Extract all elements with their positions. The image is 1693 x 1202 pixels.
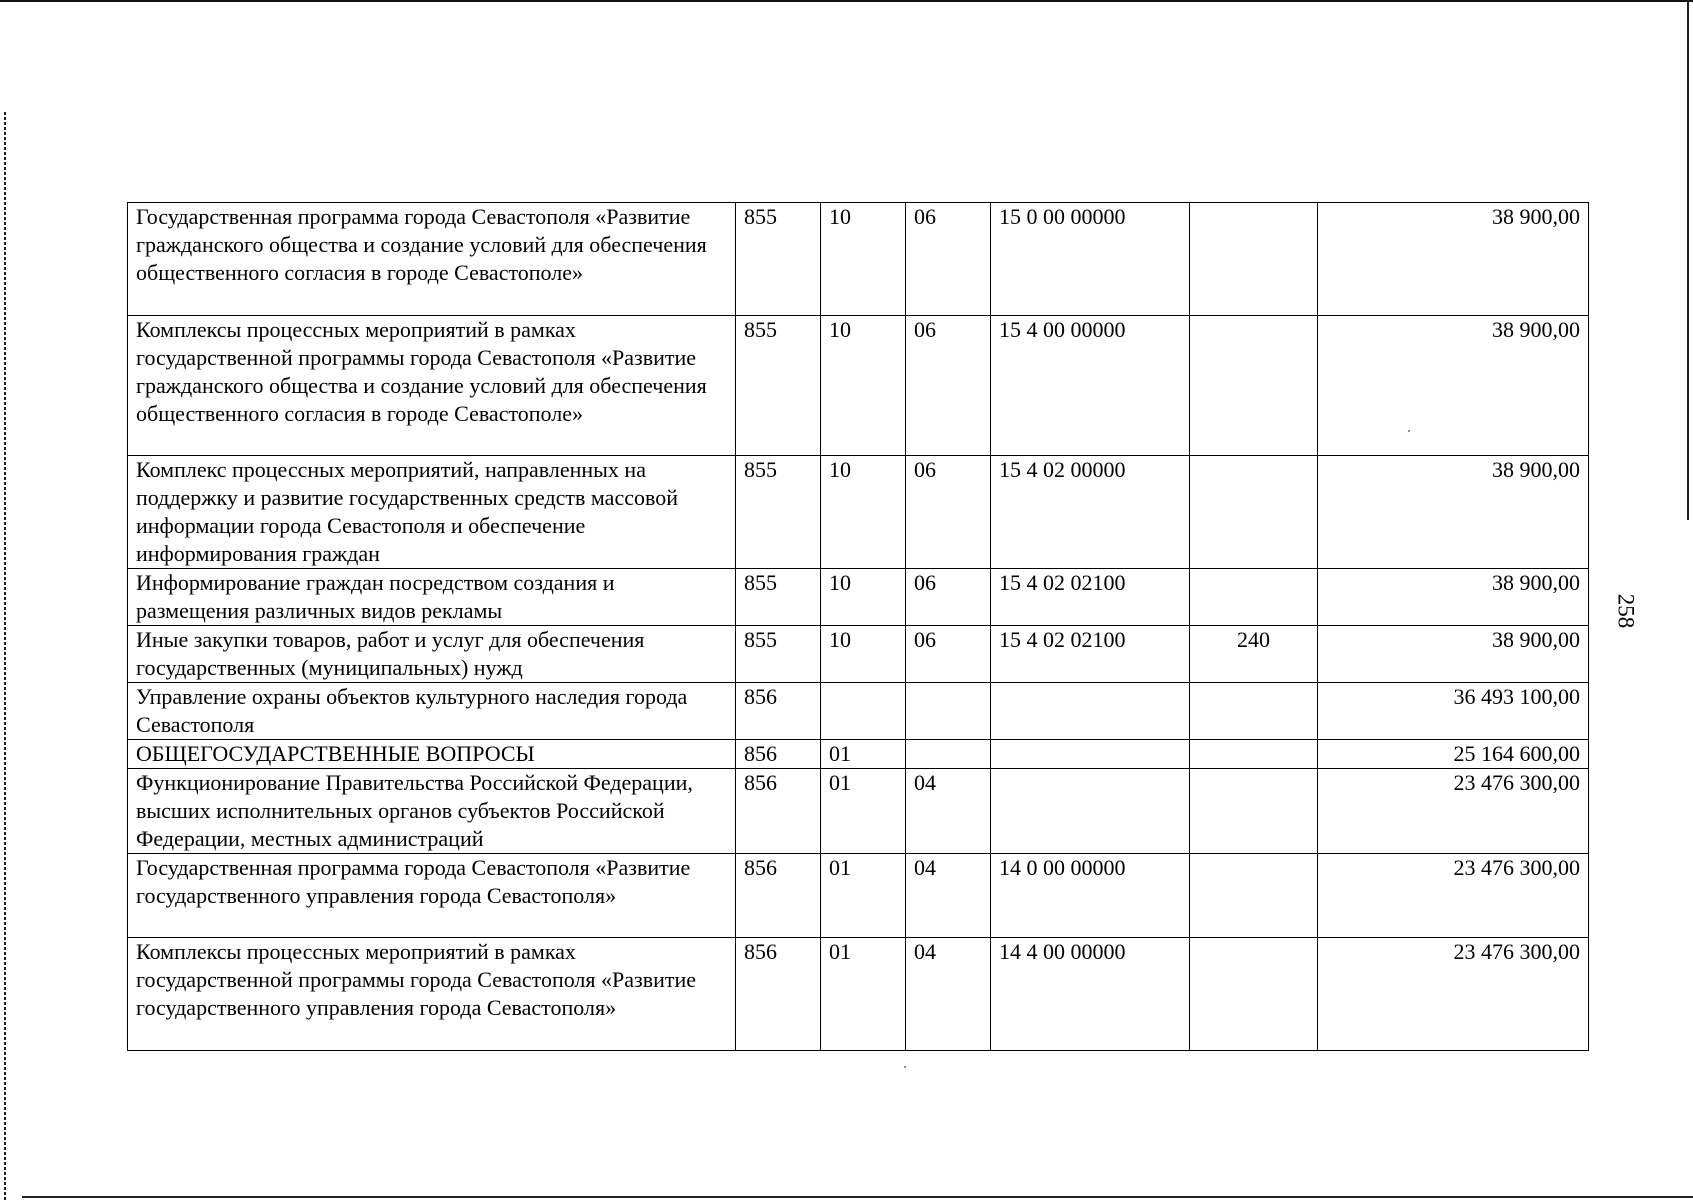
row-department-code: 856 [736, 769, 821, 854]
table-row [128, 854, 1589, 938]
row-name: Функционирование Правительства Российской Федерации, высших исполнительных органов субъектов Российской Федерации, местных администраций [128, 769, 736, 854]
row-sum: 38 900,00 [1318, 203, 1589, 316]
row-name: Комплексы процессных мероприятий в рамках государственной программы города Севастополя «Развитие гражданского общества и создание условий для обеспечения общественного согласия в городе Севастополе» [128, 316, 736, 456]
table-row [128, 683, 1589, 740]
table-row [128, 740, 1589, 769]
row-sum: 25 164 600,00 [1318, 740, 1589, 769]
row-department-code: 856 [736, 854, 821, 938]
row-name: Комплекс процессных мероприятий, направленных на поддержку и развитие государственных средств массовой информации города Севастополя и обеспечение информирования граждан [128, 456, 736, 569]
row-subsection: 06 [906, 203, 991, 316]
row-expense-type [1190, 316, 1318, 456]
row-section: 10 [821, 203, 906, 316]
row-name: Иные закупки товаров, работ и услуг для обеспечения государственных (муниципальных) нужд [128, 626, 736, 683]
row-target-article [991, 769, 1190, 854]
row-section: 01 [821, 854, 906, 938]
table-row [128, 938, 1589, 1051]
row-subsection: 06 [906, 316, 991, 456]
row-sum: 38 900,00 [1318, 316, 1589, 456]
row-expense-type: 240 [1190, 626, 1318, 683]
row-target-article: 15 4 02 00000 [991, 456, 1190, 569]
row-department-code: 856 [736, 683, 821, 740]
row-section: 01 [821, 769, 906, 854]
row-target-article: 14 4 00 00000 [991, 938, 1190, 1051]
row-section: 10 [821, 569, 906, 626]
row-department-code: 856 [736, 938, 821, 1051]
row-sum: 38 900,00 [1318, 569, 1589, 626]
row-target-article: 14 0 00 00000 [991, 854, 1190, 938]
row-name: Информирование граждан посредством создания и размещения различных видов рекламы [128, 569, 736, 626]
row-sum: 23 476 300,00 [1318, 854, 1589, 938]
row-expense-type [1190, 203, 1318, 316]
row-department-code: 855 [736, 203, 821, 316]
row-department-code: 856 [736, 740, 821, 769]
row-section: 10 [821, 456, 906, 569]
row-section: 10 [821, 626, 906, 683]
page-number: 258 [1613, 593, 1639, 629]
scan-edge-left [4, 112, 6, 1202]
row-name: Государственная программа города Севастополя «Развитие гражданского общества и создание условий для обеспечения общественного согласия в городе Севастополе» [128, 203, 736, 316]
row-name: Государственная программа города Севастополя «Развитие государственного управления города Севастополя» [128, 854, 736, 938]
row-expense-type [1190, 569, 1318, 626]
row-name: Комплексы процессных мероприятий в рамках государственной программы города Севастополя «Развитие государственного управления города Севастополя» [128, 938, 736, 1051]
row-target-article: 15 4 02 02100 [991, 569, 1190, 626]
table-row [128, 203, 1589, 316]
table-row [128, 456, 1589, 569]
row-subsection [906, 740, 991, 769]
row-target-article: 15 4 00 00000 [991, 316, 1190, 456]
budget-table [127, 202, 1589, 1051]
row-expense-type [1190, 854, 1318, 938]
row-department-code: 855 [736, 626, 821, 683]
row-section: 01 [821, 938, 906, 1051]
row-expense-type [1190, 769, 1318, 854]
row-expense-type [1190, 740, 1318, 769]
table-row [128, 626, 1589, 683]
row-target-article [991, 740, 1190, 769]
row-subsection [906, 683, 991, 740]
row-target-article [991, 683, 1190, 740]
row-expense-type [1190, 456, 1318, 569]
table-row [128, 569, 1589, 626]
row-sum: 36 493 100,00 [1318, 683, 1589, 740]
table-row [128, 769, 1589, 854]
row-sum: 23 476 300,00 [1318, 938, 1589, 1051]
row-expense-type [1190, 938, 1318, 1051]
row-target-article: 15 0 00 00000 [991, 203, 1190, 316]
row-subsection: 06 [906, 626, 991, 683]
row-subsection: 04 [906, 854, 991, 938]
row-subsection: 06 [906, 569, 991, 626]
scan-speck [904, 1066, 906, 1068]
row-department-code: 855 [736, 456, 821, 569]
row-department-code: 855 [736, 316, 821, 456]
row-subsection: 04 [906, 938, 991, 1051]
row-department-code: 855 [736, 569, 821, 626]
scan-edge-right [1687, 0, 1689, 520]
row-subsection: 04 [906, 769, 991, 854]
row-section: 10 [821, 316, 906, 456]
row-subsection: 06 [906, 456, 991, 569]
scan-edge-bottom [22, 1196, 1693, 1198]
table-row [128, 316, 1589, 456]
row-sum: 38 900,00 [1318, 456, 1589, 569]
row-sum: 38 900,00 [1318, 626, 1589, 683]
row-name: Управление охраны объектов культурного наследия города Севастополя [128, 683, 736, 740]
row-target-article: 15 4 02 02100 [991, 626, 1190, 683]
row-section [821, 683, 906, 740]
row-expense-type [1190, 683, 1318, 740]
scan-edge-top [0, 0, 1693, 2]
row-name: ОБЩЕГОСУДАРСТВЕННЫЕ ВОПРОСЫ [128, 740, 736, 769]
row-section: 01 [821, 740, 906, 769]
row-sum: 23 476 300,00 [1318, 769, 1589, 854]
